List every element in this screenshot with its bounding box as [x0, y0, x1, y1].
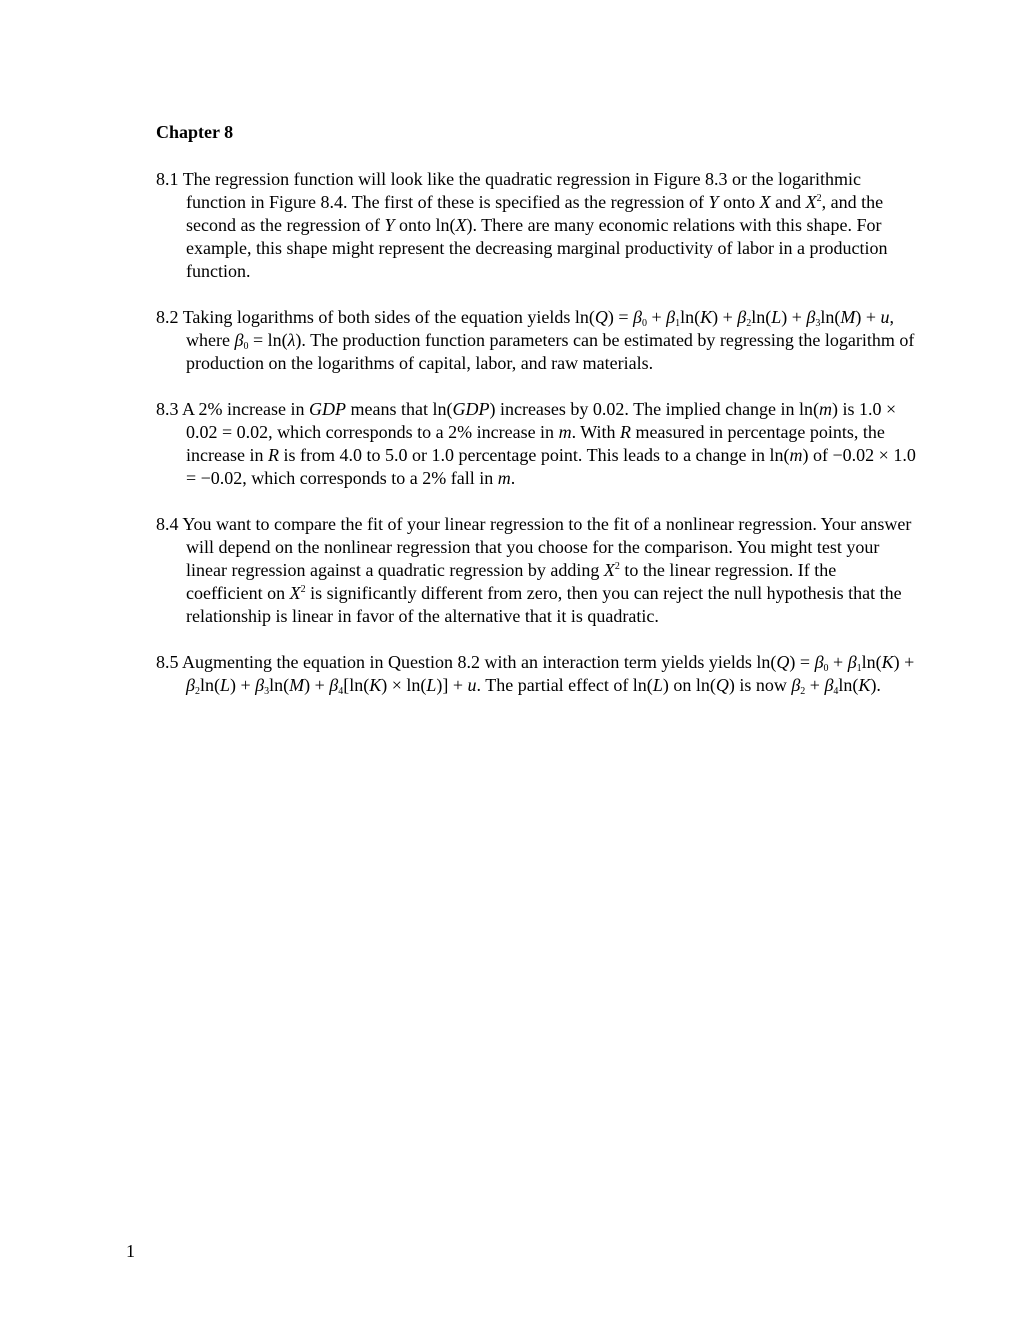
answer-8-1 [156, 168, 916, 283]
answer-number: 8.1 [156, 169, 179, 189]
answer-8-4 [156, 513, 916, 628]
page-title: Chapter 8 [156, 122, 234, 142]
answer-text: Taking logarithms of both sides of the equation yields $\ln(Q) = \beta_0 + \beta_1\ln(K) + \beta_2\ln(L) + \beta_3\ln(M) + u$, where $\beta_0 = \ln(\lambda)$. The production function parameters can be estimated by regressing the logarithm of production on the logarithms of capital, labor, and raw materials. [182, 307, 915, 373]
answer-number: 8.2 [156, 307, 179, 327]
answer-number: 8.5 [156, 652, 179, 672]
answer-8-5 [156, 651, 916, 697]
answer-number: 8.3 [156, 399, 179, 419]
answer-8-2 [156, 306, 916, 375]
answer-text: A 2% increase in GDP means that ln(GDP) increases by 0.02. The implied change in ln(m) is 1.0 × 0.02 = 0.02, which corresponds to a 2% increase in m. With R measured in percentage points, the increase in R is from 4.0 to 5.0 or 1.0 percentage point. This leads to a change in ln(m) of −0.02 × 1.0 = −0.02, which corresponds to a 2% fall in m. [182, 399, 916, 488]
answer-8-3 [156, 398, 916, 490]
answer-number: 8.4 [156, 514, 179, 534]
answer-list [156, 168, 916, 720]
answer-text: You want to compare the fit of your linear regression to the fit of a nonlinear regression. Your answer will depend on the nonlinear regression that you choose for the comparison. You might test your linear regression against a quadratic regression by adding $X^2$ to the linear regression. If the coefficient on $X^2$ is significantly different from zero, then you can reject the null hypothesis that the relationship is linear in favor of the alternative that it is quadratic. [182, 514, 912, 626]
page-number: 1 [126, 1241, 135, 1261]
answer-text: Augmenting the equation in Question 8.2 with an interaction term yields yields $\ln(Q) = \beta_0 + \beta_1\ln(K) + \beta_2\ln(L) + \beta_3\ln(M) + \beta_4[\ln(K) \times \ln(L)] + u$. The partial effect of ln(L) on ln(Q) is now $\beta_2 + \beta_4\ln(K)$. [182, 652, 915, 697]
answer-text: The regression function will look like the quadratic regression in Figure 8.3 or the logarithmic function in Figure 8.4. The first of these is specified as the regression of Y onto X and $X^2$, and the second as the regression of Y onto ln(X). There are many economic relations with this shape. For example, this shape might represent the decreasing marginal productivity of labor in a production function. [182, 169, 888, 281]
